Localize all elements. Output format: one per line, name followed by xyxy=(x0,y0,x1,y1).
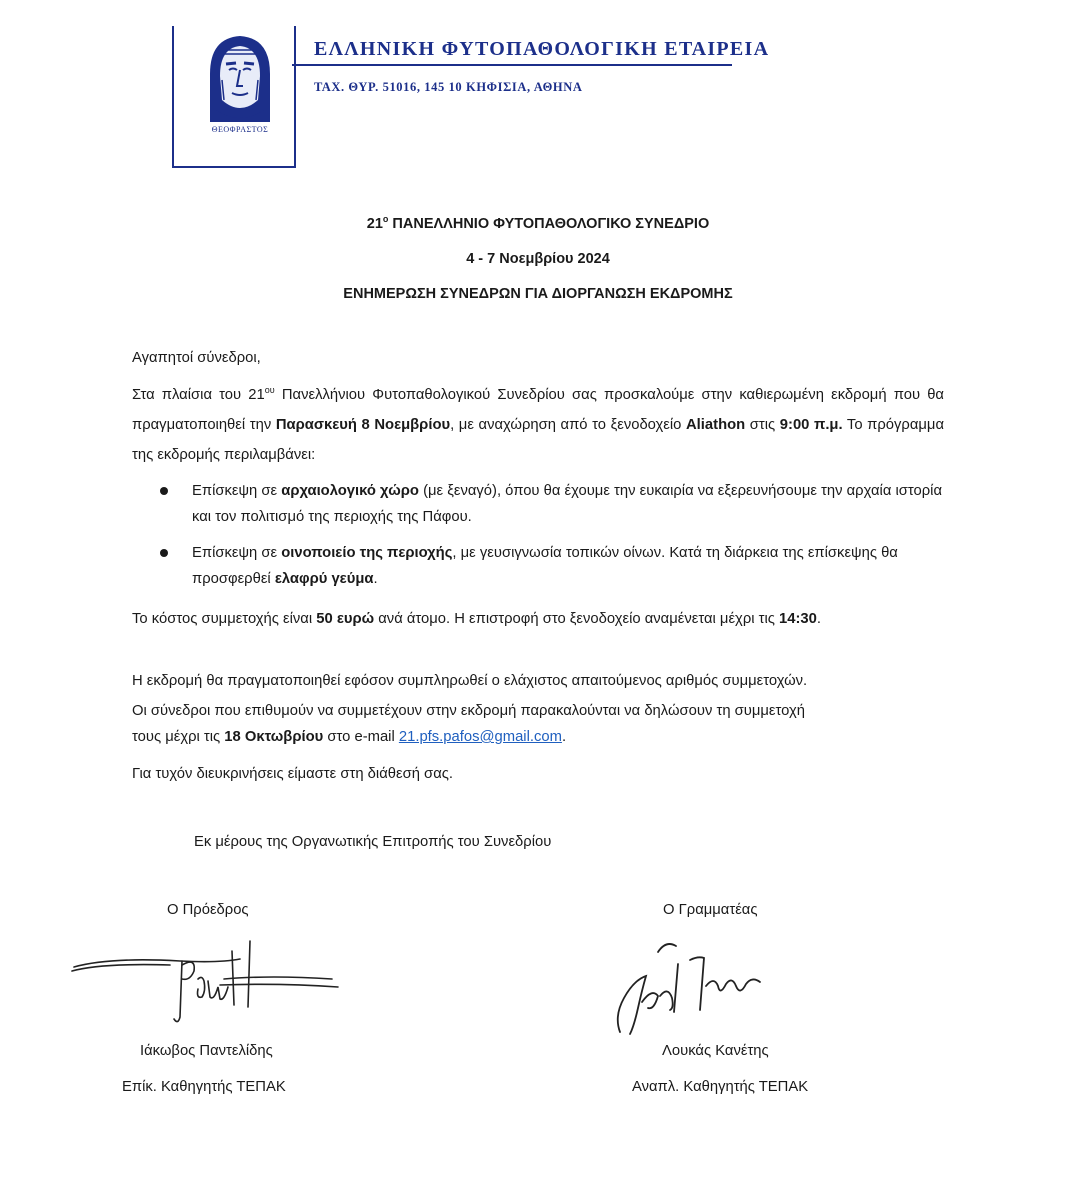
list-item-archaeological-site xyxy=(192,478,944,530)
bullet-part: , με γευσιγνωσία τοπικών οίνων. Κατά τη διάρκεια της επίσκεψης θα προσφερθεί xyxy=(192,545,898,587)
society-address: ΤΑΧ. ΘΥΡ. 51016, 145 10 ΚΗΦΙΣΙΑ, ΑΘΗΝΑ xyxy=(314,80,583,94)
closing-line: Για τυχόν διευκρινήσεις είμαστε στη διάθεσή σας. xyxy=(132,766,453,782)
cost-part: . xyxy=(816,611,821,627)
secretary-title: Αναπλ. Καθηγητής ΤΕΠΑΚ xyxy=(632,1079,809,1095)
trip-day: Παρασκευή 8 Νοεμβρίου xyxy=(275,417,451,433)
handwritten-signature-left-icon xyxy=(70,935,340,1025)
return-time: 14:30 xyxy=(779,611,817,627)
registration-part: . xyxy=(561,729,567,745)
conference-sup: ο xyxy=(382,214,389,225)
bullet-part: Επίσκεψη σε xyxy=(192,545,282,561)
conference-dates: 4 - 7 Νοεμβρίου 2024 xyxy=(466,251,610,267)
list-item-winery xyxy=(192,540,944,592)
logo-caption: ΘΕΟΦΡΑΣΤΟΣ xyxy=(211,125,269,134)
email-link[interactable]: 21.pfs.pafos@gmail.com xyxy=(398,729,562,745)
registration-deadline: 18 Οκτωβρίου xyxy=(224,729,324,745)
intro-part: Στα πλαίσια του 21 xyxy=(132,387,265,403)
conference-title-text: ΠΑΝΕΛΛΗΝΙΟ ΦΥΤΟΠΑΘΟΛΟΓΙΚΟ ΣΥΝΕΔΡΙΟ xyxy=(392,216,710,232)
president-title: Επίκ. Καθηγητής ΤΕΠΑΚ xyxy=(122,1079,286,1095)
society-name: ΕΛΛΗΝΙΚΗ ΦΥΤΟΠΑΘΟΛΟΓΙΚΗ ΕΤΑΙΡΕΙΑ xyxy=(314,38,770,60)
greeting: Αγαπητοί σύνεδροι, xyxy=(132,350,261,366)
secretary-name: Λουκάς Κανέτης xyxy=(662,1043,769,1059)
registration-line-2: Οι σύνεδροι που επιθυμούν να συμμετέχουν στην εκδρομή παρακαλούνται να δηλώσουν τη συμμετοχή xyxy=(132,703,805,719)
trip-price: 50 ευρώ xyxy=(316,611,375,627)
intro-sup: ου xyxy=(264,385,275,396)
bullet-highlight: οινοποιείο της περιοχής xyxy=(281,545,453,561)
intro-part: στις xyxy=(745,417,780,433)
registration-line-3 xyxy=(132,722,944,752)
conference-title xyxy=(0,216,1076,232)
conference-number: 21 xyxy=(366,216,383,232)
bullet-highlight: ελαφρύ γεύμα xyxy=(274,571,374,587)
secretary-role: Ο Γραμματέας xyxy=(663,902,758,918)
bullet-part: Επίσκεψη σε xyxy=(192,483,282,499)
intro-paragraph xyxy=(132,380,944,470)
registration-part: στο e-mail xyxy=(323,729,399,745)
bullet-highlight: αρχαιολογικό χώρο xyxy=(281,483,419,499)
intro-part: Το πρόγραμμα της εκδρομής περιλαμβάνει: xyxy=(132,417,945,463)
intro-part: Πανελλήνιου Φυτοπαθολογικού Συνεδρίου σας προσκαλούμε στην καθιερωμένη εκδρομή που θα πραγματοποιηθεί την xyxy=(132,387,944,433)
president-name: Ιάκωβος Παντελίδης xyxy=(140,1043,273,1059)
handwritten-signature-right-icon xyxy=(612,930,782,1042)
hotel-name: Aliathon xyxy=(686,417,746,433)
president-role: Ο Πρόεδρος xyxy=(167,902,249,918)
bullet-part: (με ξεναγό), όπου θα έχουμε την ευκαιρία να εξερευνήσουμε την αρχαία ιστορία και τον πολιτισμό της περιοχής της Πάφου. xyxy=(192,483,943,525)
cost-part: Το κόστος συμμετοχής είναι xyxy=(132,611,317,627)
departure-time: 9:00 π.μ. xyxy=(779,417,843,433)
bullet-icon xyxy=(160,487,168,495)
intro-part: , με αναχώρηση από το ξενοδοχείο xyxy=(450,417,686,433)
letter-subject: ΕΝΗΜΕΡΩΣΗ ΣΥΝΕΔΡΩΝ ΓΙΑ ΔΙΟΡΓΑΝΩΣΗ ΕΚΔΡΟΜΗΣ xyxy=(343,286,733,302)
bullet-part: . xyxy=(373,571,378,587)
letterhead-rule xyxy=(292,64,732,66)
registration-line-1: Η εκδρομή θα πραγματοποιηθεί εφόσον συμπληρωθεί ο ελάχιστος απαιτούμενος αριθμός συμμετοχών. xyxy=(132,673,808,689)
theophrastus-bust-logo-icon xyxy=(196,30,284,130)
cost-part: ανά άτομο. Η επιστροφή στο ξενοδοχείο αναμένεται μέχρι τις xyxy=(374,611,780,627)
bullet-icon xyxy=(160,549,168,557)
on-behalf-line: Εκ μέρους της Οργανωτικής Επιτροπής του Συνεδρίου xyxy=(194,834,552,850)
cost-paragraph xyxy=(132,604,912,634)
registration-part: τους μέχρι τις xyxy=(132,729,225,745)
